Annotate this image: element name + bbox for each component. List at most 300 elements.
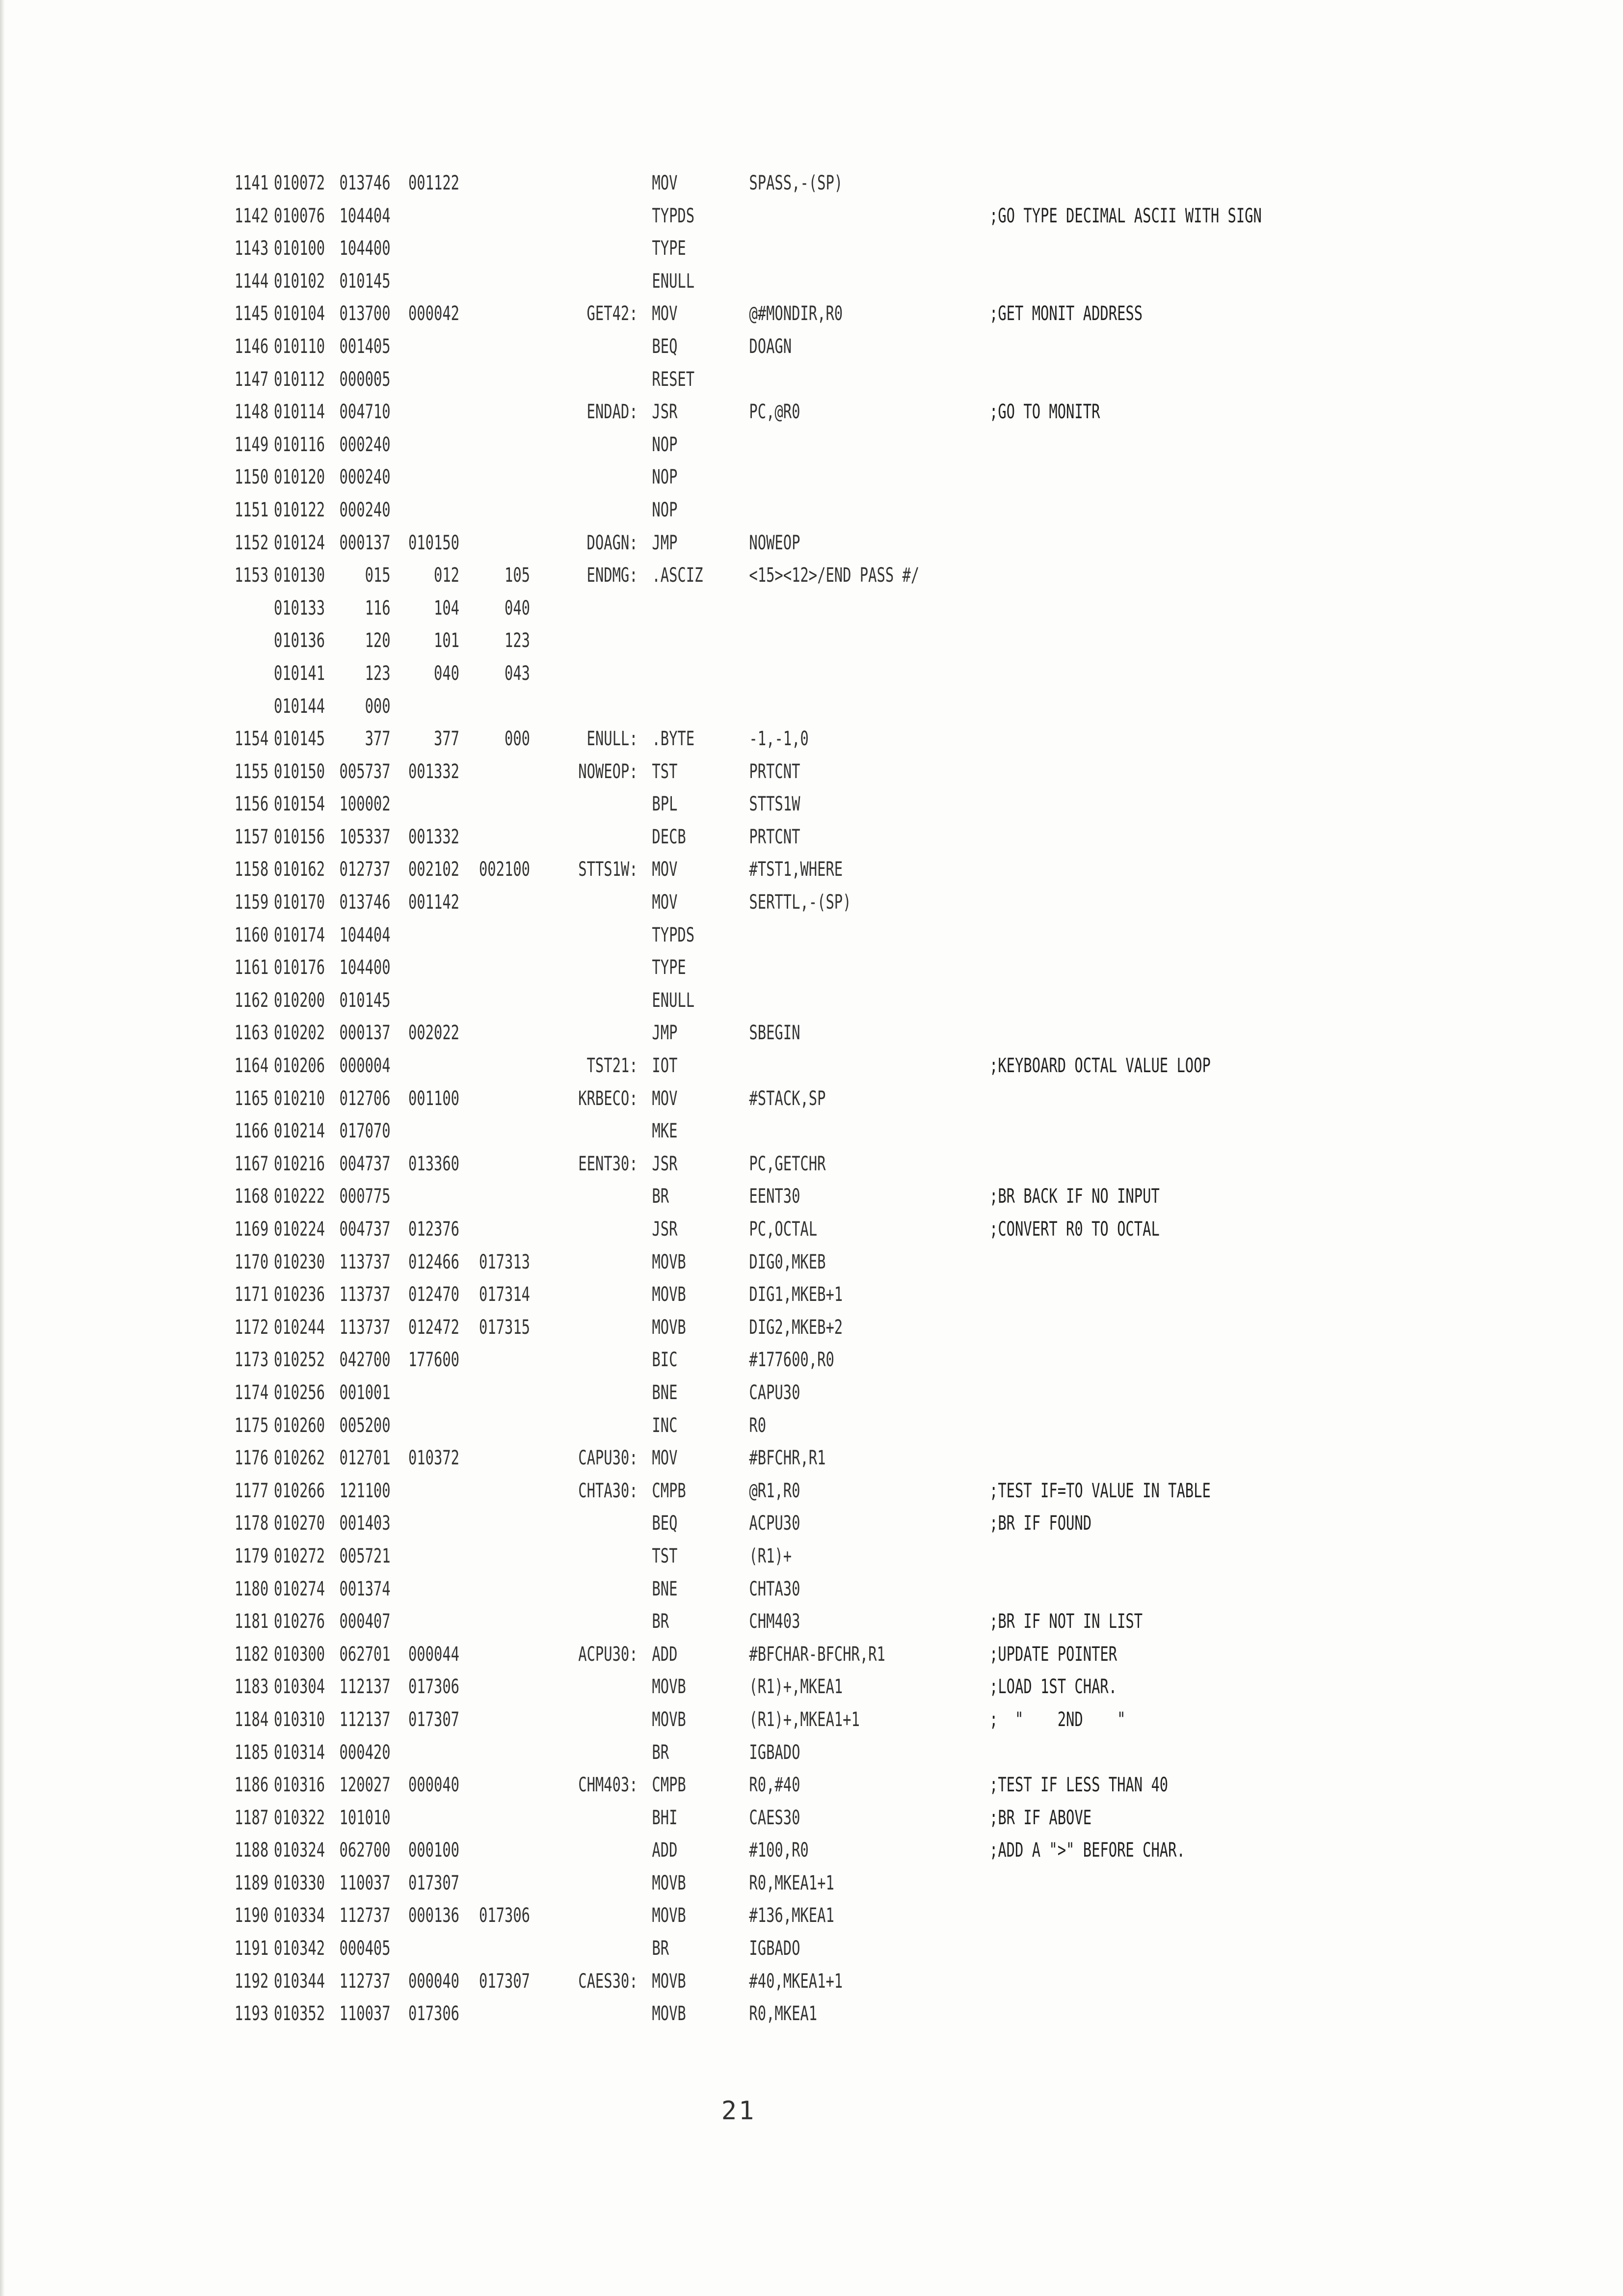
object-word-2: 002102 (408, 858, 460, 881)
line-number: 1189 (234, 1871, 269, 1894)
address: 010176 (274, 956, 325, 979)
operand: #177600,R0 (749, 1349, 834, 1372)
address: 010342 (274, 1937, 325, 1960)
address: 010222 (274, 1185, 325, 1208)
object-word-2: 012 (433, 564, 460, 587)
line-number: 1146 (234, 335, 269, 358)
operand: SPASS,-(SP) (749, 172, 843, 194)
listing-row (0, 1283, 1169, 1316)
source-label: CHTA30: (578, 1479, 638, 1502)
listing-row (0, 368, 1169, 401)
listing-row (0, 237, 1169, 270)
object-word-1: 104400 (339, 237, 391, 260)
source-label: TST21: (586, 1054, 638, 1078)
line-number: 1176 (234, 1447, 269, 1470)
address: 010150 (274, 760, 325, 783)
address: 010145 (274, 728, 325, 751)
object-word-2: 377 (433, 728, 460, 751)
listing-row (0, 1185, 1169, 1218)
address: 010314 (274, 1741, 325, 1764)
comment: ;TEST IF=TO VALUE IN TABLE (989, 1479, 1211, 1502)
line-number: 1164 (234, 1054, 269, 1078)
address: 010310 (274, 1708, 325, 1731)
opcode: NOP (652, 498, 678, 521)
comment: ;GET MONIT ADDRESS (989, 302, 1143, 325)
line-number: 1153 (234, 564, 269, 587)
address: 010141 (274, 662, 325, 685)
object-word-1: 113737 (339, 1316, 391, 1339)
address: 010206 (274, 1054, 325, 1078)
object-word-1: 100002 (339, 793, 391, 816)
line-number: 1165 (234, 1087, 269, 1110)
page-number: 21 (721, 2096, 756, 2126)
listing-row (0, 1708, 1169, 1741)
object-word-1: 000240 (339, 498, 391, 521)
address: 010122 (274, 498, 325, 521)
line-number: 1184 (234, 1708, 269, 1731)
opcode: IOT (652, 1054, 678, 1078)
address: 010116 (274, 433, 325, 456)
source-label: EENT30: (578, 1152, 638, 1175)
opcode: MOVB (652, 1316, 686, 1339)
listing-row (0, 826, 1169, 859)
object-word-1: 004710 (339, 401, 391, 424)
address: 010174 (274, 923, 325, 946)
object-word-1: 104400 (339, 956, 391, 979)
address: 010154 (274, 793, 325, 816)
address: 010316 (274, 1774, 325, 1797)
listing-row (0, 1381, 1169, 1414)
line-number: 1177 (234, 1479, 269, 1502)
opcode: MOV (652, 302, 678, 325)
opcode: BR (652, 1610, 669, 1633)
line-number: 1166 (234, 1120, 269, 1143)
object-word-2: 012472 (408, 1316, 460, 1339)
listing-row (0, 1970, 1169, 2003)
listing-row (0, 1218, 1169, 1251)
line-number: 1186 (234, 1774, 269, 1797)
address: 010334 (274, 1904, 325, 1927)
listing-row (0, 1512, 1169, 1545)
object-word-1: 104404 (339, 204, 391, 227)
object-word-3: 043 (504, 662, 530, 685)
operand: PC,OCTAL (749, 1218, 818, 1241)
listing-row (0, 1087, 1169, 1120)
address: 010322 (274, 1806, 325, 1829)
source-label: KRBECO: (578, 1087, 638, 1110)
object-word-1: 120027 (339, 1774, 391, 1797)
address: 010224 (274, 1218, 325, 1241)
listing-row (0, 1741, 1169, 1774)
object-word-1: 013746 (339, 891, 391, 914)
opcode: MOV (652, 891, 678, 914)
object-word-1: 113737 (339, 1283, 391, 1306)
listing-row (0, 1872, 1169, 1905)
comment: ;BR IF NOT IN LIST (989, 1610, 1143, 1633)
address: 010214 (274, 1120, 325, 1143)
listing-row (0, 1316, 1169, 1349)
operand: CAES30 (749, 1806, 800, 1829)
opcode: BR (652, 1185, 669, 1208)
object-word-1: 013700 (339, 302, 391, 325)
object-word-3: 017314 (479, 1283, 530, 1306)
line-number: 1168 (234, 1185, 269, 1208)
operand: #STACK,SP (749, 1087, 826, 1110)
object-word-1: 000240 (339, 466, 391, 489)
comment: ;GO TO MONITR (989, 401, 1100, 424)
object-word-1: 013746 (339, 172, 391, 194)
line-number: 1171 (234, 1283, 269, 1306)
object-word-3: 123 (504, 629, 530, 652)
address: 010200 (274, 989, 325, 1012)
opcode: ADD (652, 1839, 678, 1862)
object-word-1: 010145 (339, 270, 391, 293)
listing-row (0, 1153, 1169, 1186)
object-word-3: 017313 (479, 1250, 530, 1273)
address: 010266 (274, 1479, 325, 1502)
object-word-3: 105 (504, 564, 530, 587)
opcode: MOVB (652, 1250, 686, 1273)
address: 010072 (274, 172, 325, 194)
opcode: RESET (652, 368, 695, 391)
listing-row (0, 1414, 1169, 1447)
opcode: NOP (652, 466, 678, 489)
line-number: 1185 (234, 1741, 269, 1764)
object-word-1: 116 (365, 596, 391, 620)
line-number: 1148 (234, 401, 269, 424)
line-number: 1154 (234, 728, 269, 751)
listing-row (0, 597, 1169, 630)
address: 010256 (274, 1381, 325, 1404)
listing-row (0, 629, 1169, 662)
object-word-1: 112737 (339, 1904, 391, 1927)
address: 010260 (274, 1414, 325, 1437)
operand: (R1)+,MKEA1+1 (749, 1708, 860, 1731)
opcode: TST (652, 1544, 678, 1567)
line-number: 1150 (234, 466, 269, 489)
line-number: 1174 (234, 1381, 269, 1404)
address: 010262 (274, 1447, 325, 1470)
opcode: TYPDS (652, 204, 695, 227)
object-word-1: 377 (365, 728, 391, 751)
operand: PC,@R0 (749, 401, 800, 424)
opcode: MOVB (652, 1871, 686, 1894)
object-word-2: 040 (433, 662, 460, 685)
assembly-listing (0, 172, 1623, 2035)
comment: ; " 2ND " (989, 1708, 1126, 1731)
opcode: TYPE (652, 237, 686, 260)
line-number: 1163 (234, 1022, 269, 1045)
operand: NOWEOP (749, 531, 800, 554)
object-word-2: 012376 (408, 1218, 460, 1241)
object-word-1: 001405 (339, 335, 391, 358)
object-word-1: 112137 (339, 1675, 391, 1699)
operand: DIG2,MKEB+2 (749, 1316, 843, 1339)
line-number: 1179 (234, 1544, 269, 1567)
listing-row (0, 172, 1169, 205)
address: 010272 (274, 1544, 325, 1567)
comment: ;KEYBOARD OCTAL VALUE LOOP (989, 1054, 1211, 1078)
object-word-2: 017307 (408, 1708, 460, 1731)
opcode: ENULL (652, 270, 695, 293)
object-word-1: 000405 (339, 1937, 391, 1960)
object-word-2: 017307 (408, 1871, 460, 1894)
line-number: 1157 (234, 825, 269, 848)
listing-row (0, 204, 1262, 238)
opcode: MOVB (652, 1970, 686, 1993)
object-word-3: 017306 (479, 1904, 530, 1927)
opcode: MOV (652, 858, 678, 881)
listing-row (0, 1937, 1169, 1970)
object-word-2: 101 (433, 629, 460, 652)
line-number: 1141 (234, 172, 269, 194)
opcode: JSR (652, 1218, 678, 1241)
listing-row (0, 956, 1169, 989)
object-word-1: 005737 (339, 760, 391, 783)
listing-row (0, 662, 1169, 695)
address: 010104 (274, 302, 325, 325)
opcode: BR (652, 1741, 669, 1764)
line-number: 1144 (234, 270, 269, 293)
comment: ;BR BACK IF NO INPUT (989, 1185, 1160, 1208)
operand: IGBADO (749, 1741, 800, 1764)
opcode: JSR (652, 1152, 678, 1175)
comment: ;ADD A ">" BEFORE CHAR. (989, 1839, 1185, 1862)
address: 010114 (274, 401, 325, 424)
object-word-1: 012701 (339, 1447, 391, 1470)
opcode: BR (652, 1937, 669, 1960)
opcode: TYPE (652, 956, 686, 979)
opcode: TYPDS (652, 923, 695, 946)
listing-row (0, 1120, 1169, 1153)
listing-row (0, 1545, 1169, 1578)
opcode: MOVB (652, 1708, 686, 1731)
object-word-1: 123 (365, 662, 391, 685)
object-word-1: 012706 (339, 1087, 391, 1110)
listing-row (0, 989, 1169, 1022)
opcode: JSR (652, 401, 678, 424)
address: 010344 (274, 1970, 325, 1993)
opcode: .BYTE (652, 728, 695, 751)
opcode: ENULL (652, 989, 695, 1012)
object-word-2: 010372 (408, 1447, 460, 1470)
operand: DIG0,MKEB (749, 1250, 826, 1273)
address: 010120 (274, 466, 325, 489)
listing-row (0, 891, 1169, 924)
object-word-2: 012466 (408, 1250, 460, 1273)
listing-row (0, 564, 1169, 597)
comment: ;BR IF ABOVE (989, 1806, 1092, 1829)
object-word-1: 113737 (339, 1250, 391, 1273)
address: 010133 (274, 596, 325, 620)
listing-row (0, 1578, 1169, 1611)
line-number: 1143 (234, 237, 269, 260)
object-word-1: 101010 (339, 1806, 391, 1829)
operand: EENT30 (749, 1185, 800, 1208)
line-number: 1145 (234, 302, 269, 325)
line-number: 1158 (234, 858, 269, 881)
listing-row (0, 335, 1169, 368)
source-label: ENULL: (586, 728, 638, 751)
listing-row (0, 466, 1169, 499)
object-word-2: 002022 (408, 1022, 460, 1045)
operand: PRTCNT (749, 825, 800, 848)
opcode: JMP (652, 531, 678, 554)
opcode: INC (652, 1414, 678, 1437)
line-number: 1182 (234, 1643, 269, 1666)
opcode: MOV (652, 172, 678, 194)
opcode: MOVB (652, 1283, 686, 1306)
listing-row (0, 1054, 1211, 1087)
operand: R0,MKEA1 (749, 2002, 818, 2026)
operand: #136,MKEA1 (749, 1904, 834, 1927)
listing-row (0, 1349, 1169, 1381)
object-word-2: 017306 (408, 2002, 460, 2026)
operand: PC,GETCHR (749, 1152, 826, 1175)
line-number: 1172 (234, 1316, 269, 1339)
line-number: 1193 (234, 2002, 269, 2026)
object-word-2: 000042 (408, 302, 460, 325)
object-word-2: 001332 (408, 825, 460, 848)
operand: #BFCHAR-BFCHR,R1 (749, 1643, 885, 1666)
object-word-2: 001100 (408, 1087, 460, 1110)
operand: #40,MKEA1+1 (749, 1970, 843, 1993)
address: 010102 (274, 270, 325, 293)
opcode: JMP (652, 1022, 678, 1045)
address: 010270 (274, 1512, 325, 1535)
object-word-2: 104 (433, 596, 460, 620)
listing-row (0, 1479, 1211, 1513)
line-number: 1167 (234, 1152, 269, 1175)
address: 010170 (274, 891, 325, 914)
object-word-2: 000044 (408, 1643, 460, 1666)
object-word-1: 042700 (339, 1349, 391, 1372)
source-label: GET42: (586, 302, 638, 325)
address: 010100 (274, 237, 325, 260)
operand: PRTCNT (749, 760, 800, 783)
object-word-1: 104404 (339, 923, 391, 946)
line-number: 1170 (234, 1250, 269, 1273)
line-number: 1159 (234, 891, 269, 914)
object-word-1: 062700 (339, 1839, 391, 1862)
address: 010124 (274, 531, 325, 554)
line-number: 1151 (234, 498, 269, 521)
line-number: 1188 (234, 1839, 269, 1862)
address: 010136 (274, 629, 325, 652)
opcode: BIC (652, 1349, 678, 1372)
object-word-1: 000407 (339, 1610, 391, 1633)
object-word-1: 015 (365, 564, 391, 587)
listing-row (0, 302, 1169, 335)
object-word-2: 001142 (408, 891, 460, 914)
line-number: 1142 (234, 204, 269, 227)
operand: CHTA30 (749, 1577, 800, 1600)
address: 010274 (274, 1577, 325, 1600)
listing-row (0, 1839, 1185, 1872)
object-word-3: 017307 (479, 1970, 530, 1993)
object-word-1: 001374 (339, 1577, 391, 1600)
operand: @R1,R0 (749, 1479, 800, 1502)
operand: DIG1,MKEB+1 (749, 1283, 843, 1306)
listing-row (0, 793, 1169, 826)
operand: CHM403 (749, 1610, 800, 1633)
listing-row (0, 1807, 1169, 1839)
listing-row (0, 858, 1169, 891)
operand: SERTTL,-(SP) (749, 891, 851, 914)
object-word-3: 002100 (479, 858, 530, 881)
object-word-1: 005200 (339, 1414, 391, 1437)
object-word-3: 000 (504, 728, 530, 751)
source-label: STTS1W: (578, 858, 638, 881)
opcode: CMPB (652, 1774, 686, 1797)
object-word-1: 017070 (339, 1120, 391, 1143)
listing-row (0, 401, 1169, 433)
line-number: 1156 (234, 793, 269, 816)
object-word-1: 012737 (339, 858, 391, 881)
object-word-2: 000040 (408, 1774, 460, 1797)
address: 010300 (274, 1643, 325, 1666)
operand: DOAGN (749, 335, 792, 358)
object-word-1: 000775 (339, 1185, 391, 1208)
object-word-1: 000 (365, 695, 391, 718)
object-word-1: 000137 (339, 1022, 391, 1045)
opcode: .ASCIZ (652, 564, 703, 587)
object-word-3: 017315 (479, 1316, 530, 1339)
object-word-2: 001332 (408, 760, 460, 783)
operand: R0,#40 (749, 1774, 800, 1797)
operand: (R1)+ (749, 1544, 792, 1567)
listing-row (0, 1675, 1169, 1708)
object-word-1: 000005 (339, 368, 391, 391)
source-label: ENDAD: (586, 401, 638, 424)
comment: ;LOAD 1ST CHAR. (989, 1675, 1117, 1699)
line-number: 1180 (234, 1577, 269, 1600)
line-number: 1178 (234, 1512, 269, 1535)
source-label: CHM403: (578, 1774, 638, 1797)
line-number: 1149 (234, 433, 269, 456)
line-number: 1162 (234, 989, 269, 1012)
listing-row (0, 728, 1169, 760)
listing-row (0, 1904, 1169, 1937)
address: 010252 (274, 1349, 325, 1372)
operand: R0 (749, 1414, 767, 1437)
opcode: MOVB (652, 1675, 686, 1699)
operand: #100,R0 (749, 1839, 809, 1862)
operand: STTS1W (749, 793, 800, 816)
opcode: BHI (652, 1806, 678, 1829)
object-word-1: 112137 (339, 1708, 391, 1731)
comment: ;TEST IF LESS THAN 40 (989, 1774, 1169, 1797)
operand: #TST1,WHERE (749, 858, 843, 881)
address: 010244 (274, 1316, 325, 1339)
operand: R0,MKEA1+1 (749, 1871, 834, 1894)
object-word-2: 177600 (408, 1349, 460, 1372)
comment: ;GO TYPE DECIMAL ASCII WITH SIGN (989, 204, 1262, 227)
address: 010236 (274, 1283, 325, 1306)
object-word-3: 040 (504, 596, 530, 620)
address: 010304 (274, 1675, 325, 1699)
comment: ;UPDATE POINTER (989, 1643, 1117, 1666)
listing-row (0, 1774, 1169, 1807)
source-label: ENDMG: (586, 564, 638, 587)
object-word-1: 110037 (339, 1871, 391, 1894)
address: 010110 (274, 335, 325, 358)
opcode: BNE (652, 1577, 678, 1600)
object-word-2: 010150 (408, 531, 460, 554)
address: 010352 (274, 2002, 325, 2026)
listing-row (0, 532, 1169, 565)
address: 010276 (274, 1610, 325, 1633)
